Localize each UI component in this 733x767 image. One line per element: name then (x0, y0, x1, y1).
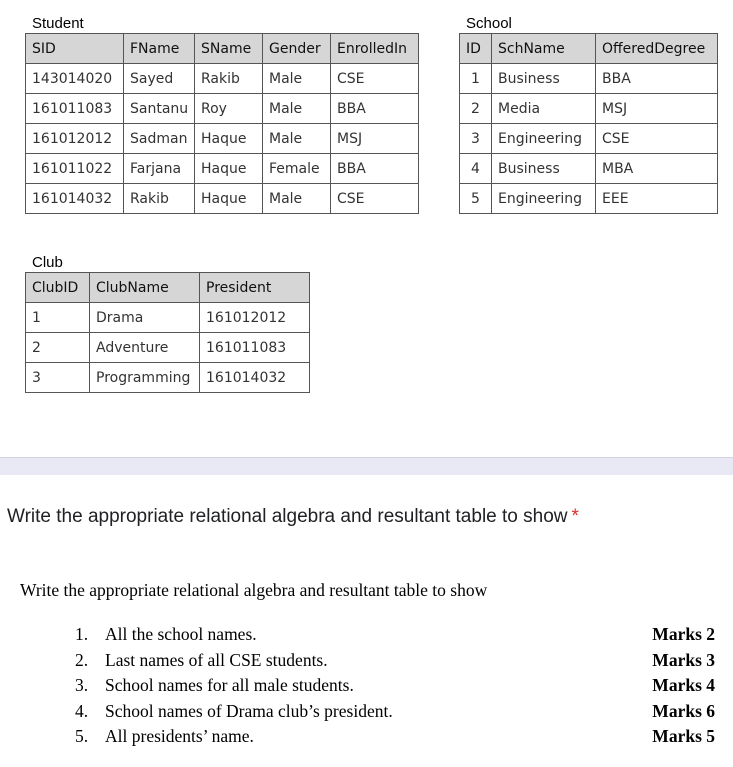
table-cell: CSE (331, 64, 419, 94)
table-row (26, 64, 419, 94)
table-cell: Roy (195, 94, 263, 124)
club-header-president: President (200, 273, 310, 303)
table-cell: Male (263, 124, 331, 154)
list-item (75, 673, 717, 699)
item-marks: Marks 4 (652, 675, 715, 695)
table-row (26, 94, 419, 124)
table-cell: Business (492, 64, 596, 94)
item-text: All the school names. (105, 624, 257, 644)
item-marks: Marks 3 (652, 649, 715, 670)
table-cell: CSE (331, 184, 419, 214)
table-row (460, 64, 718, 94)
question-title (7, 506, 579, 528)
item-text: School names for all male students. (105, 675, 354, 695)
list-item (75, 648, 717, 674)
table-cell: Male (263, 184, 331, 214)
table-cell: 143014020 (26, 64, 124, 94)
table-cell: 161014032 (26, 184, 124, 214)
table-cell: CSE (596, 124, 718, 154)
table-cell: 161011022 (26, 154, 124, 184)
table-cell: Female (263, 154, 331, 184)
table-cell: BBA (331, 154, 419, 184)
club-header-clubid: ClubID (26, 273, 90, 303)
club-table-block (25, 254, 310, 393)
table-cell: Rakib (124, 184, 195, 214)
student-header-fname: FName (124, 34, 195, 64)
student-header-sname: SName (195, 34, 263, 64)
table-cell: Adventure (90, 333, 200, 363)
table-cell: 161012012 (26, 124, 124, 154)
table-cell: EEE (596, 184, 718, 214)
table-cell: Haque (195, 154, 263, 184)
table-row (26, 124, 419, 154)
student-header-gender: Gender (263, 34, 331, 64)
list-item (75, 699, 717, 725)
table-cell: Farjana (124, 154, 195, 184)
school-table-block (459, 15, 718, 214)
school-header-id: ID (460, 34, 492, 64)
club-table (25, 272, 310, 393)
table-cell: 161012012 (200, 303, 310, 333)
table-cell: MSJ (596, 94, 718, 124)
school-header-schname: SchName (492, 34, 596, 64)
table-row (26, 333, 310, 363)
item-text: School names of Drama club’s president. (105, 700, 393, 721)
item-marks: Marks 2 (652, 624, 715, 644)
table-cell: Engineering (492, 184, 596, 214)
table-cell: Drama (90, 303, 200, 333)
question-title-text: Write the appropriate relational algebra and resultant table to show (7, 506, 568, 527)
list-item (75, 622, 717, 648)
table-cell: Haque (195, 124, 263, 154)
table-cell: Business (492, 154, 596, 184)
item-text: Last names of all CSE students. (105, 649, 328, 670)
item-marks: Marks 5 (652, 726, 715, 746)
club-table-title: Club (32, 254, 63, 271)
item-number: 2. (75, 649, 89, 670)
table-row (460, 94, 718, 124)
table-cell: Sadman (124, 124, 195, 154)
item-marks: Marks 6 (652, 700, 715, 721)
table-cell: MBA (596, 154, 718, 184)
item-number: 5. (75, 726, 89, 746)
table-cell: Haque (195, 184, 263, 214)
question-intro: Write the appropriate relational algebra and resultant table to show (20, 580, 488, 600)
table-cell: 4 (460, 154, 492, 184)
club-header-clubname: ClubName (90, 273, 200, 303)
student-header-enrolledin: EnrolledIn (331, 34, 419, 64)
table-cell: Santanu (124, 94, 195, 124)
table-cell: 3 (26, 363, 90, 393)
school-table (459, 33, 718, 214)
item-number: 3. (75, 675, 89, 695)
school-header-offereddegree: OfferedDegree (596, 34, 718, 64)
list-item (75, 724, 717, 750)
table-row (26, 363, 310, 393)
table-cell: Rakib (195, 64, 263, 94)
table-cell: Programming (90, 363, 200, 393)
student-header-sid: SID (26, 34, 124, 64)
table-row (460, 154, 718, 184)
table-row (26, 303, 310, 333)
item-number: 1. (75, 624, 89, 644)
table-row (26, 184, 419, 214)
required-asterisk: * (571, 506, 579, 527)
table-cell: MSJ (331, 124, 419, 154)
table-cell: Engineering (492, 124, 596, 154)
table-cell: 2 (460, 94, 492, 124)
item-text: All presidents’ name. (105, 726, 254, 746)
table-cell: 3 (460, 124, 492, 154)
table-cell: BBA (596, 64, 718, 94)
table-cell: Media (492, 94, 596, 124)
table-cell: 161011083 (26, 94, 124, 124)
table-cell: 2 (26, 333, 90, 363)
table-cell: BBA (331, 94, 419, 124)
table-row (26, 154, 419, 184)
table-cell: 5 (460, 184, 492, 214)
table-cell: Male (263, 64, 331, 94)
student-table-title: Student (32, 15, 84, 32)
school-table-title: School (466, 15, 512, 32)
question-list (75, 622, 717, 750)
table-cell: 161014032 (200, 363, 310, 393)
table-cell: Sayed (124, 64, 195, 94)
table-cell: 1 (26, 303, 90, 333)
student-table (25, 33, 419, 214)
section-divider (0, 457, 733, 475)
table-row (460, 124, 718, 154)
student-table-block (25, 15, 419, 214)
table-row (460, 184, 718, 214)
table-cell: 161011083 (200, 333, 310, 363)
item-number: 4. (75, 700, 89, 721)
table-cell: Male (263, 94, 331, 124)
table-cell: 1 (460, 64, 492, 94)
